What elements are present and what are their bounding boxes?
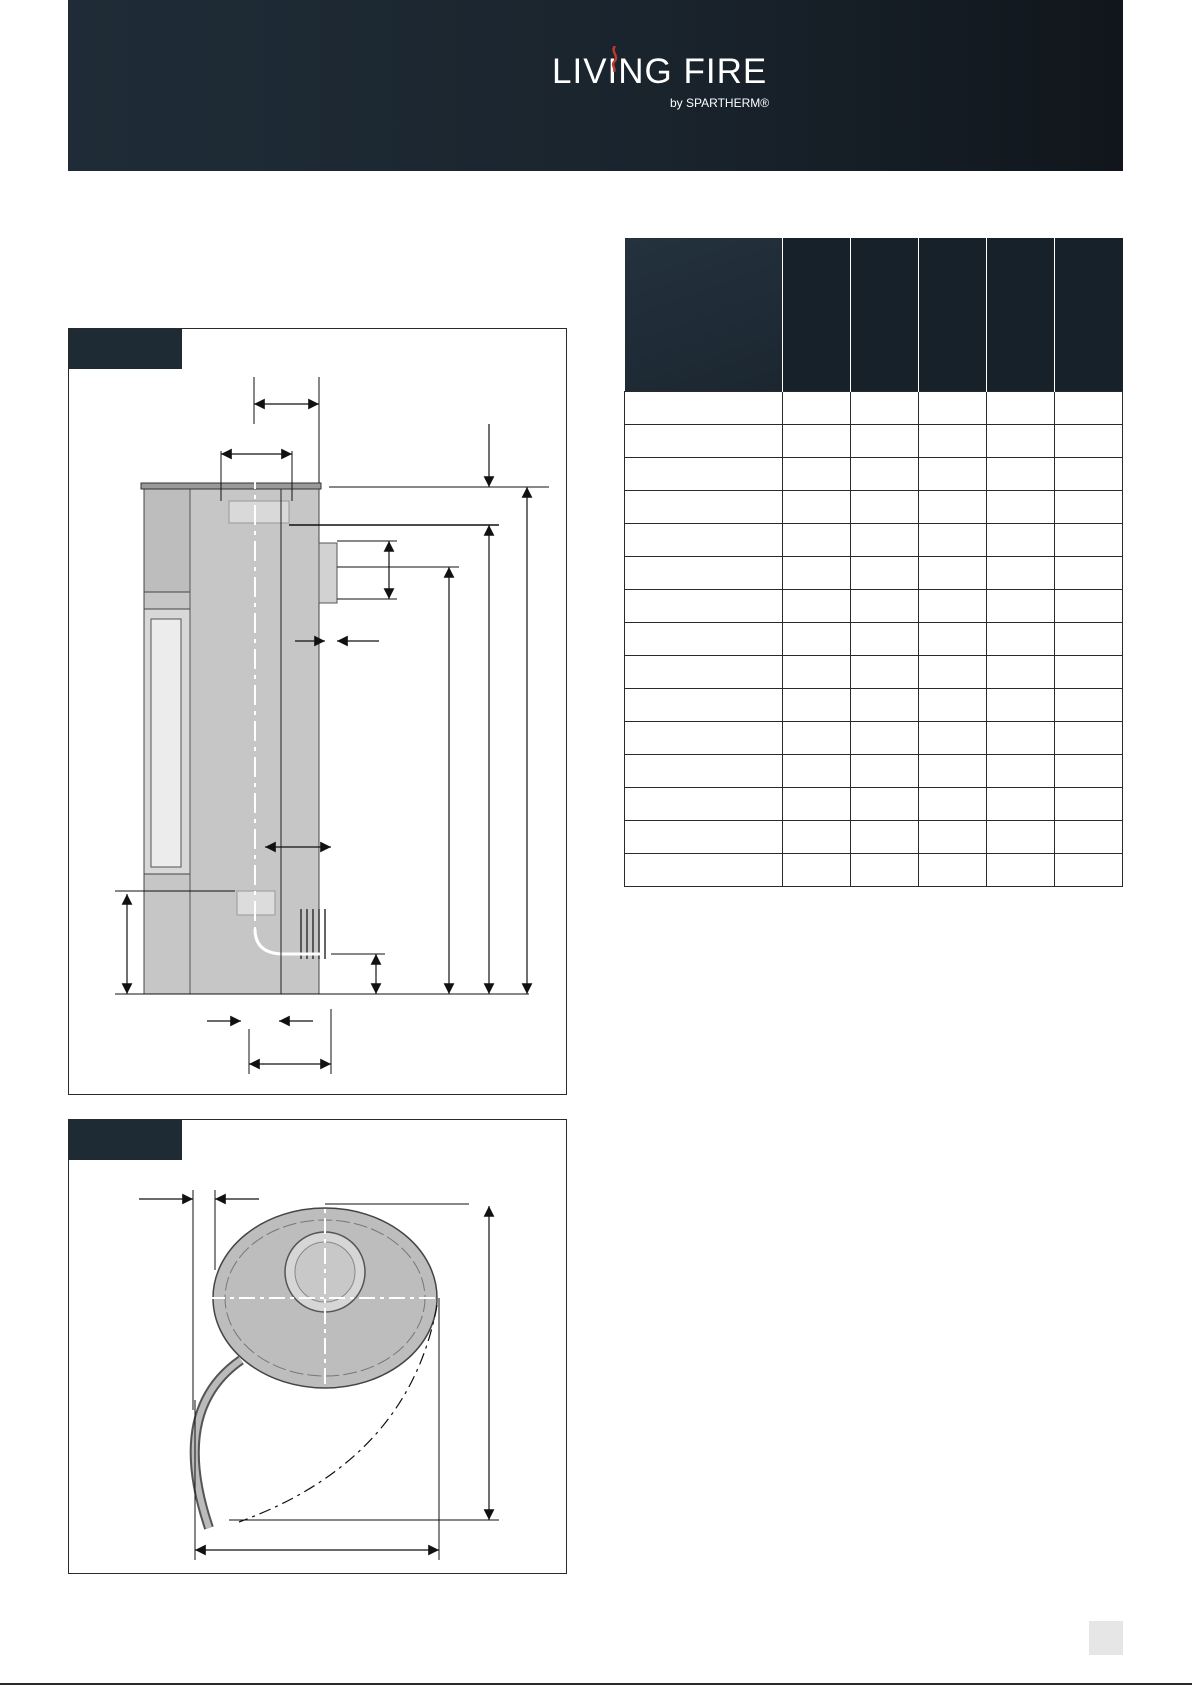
table-cell xyxy=(919,425,987,458)
spec-table-header xyxy=(625,238,1123,392)
table-cell xyxy=(783,689,851,722)
table-cell xyxy=(625,491,783,524)
header-cell xyxy=(987,238,1055,392)
table-cell xyxy=(987,854,1055,887)
table-cell xyxy=(851,821,919,854)
table-cell xyxy=(783,623,851,656)
table-cell xyxy=(1055,425,1123,458)
table-cell xyxy=(851,656,919,689)
spec-table xyxy=(624,238,1123,887)
table-cell xyxy=(625,524,783,557)
table-cell xyxy=(625,722,783,755)
table-row xyxy=(625,491,1123,524)
table-cell xyxy=(919,557,987,590)
side-view-panel xyxy=(68,328,567,1095)
table-cell xyxy=(919,392,987,425)
table-cell xyxy=(625,425,783,458)
header-cell xyxy=(625,238,783,392)
header-banner xyxy=(68,0,1123,171)
table-cell xyxy=(851,722,919,755)
table-cell xyxy=(625,755,783,788)
table-cell xyxy=(625,557,783,590)
header-cell xyxy=(851,238,919,392)
table-cell xyxy=(919,854,987,887)
table-cell xyxy=(783,788,851,821)
table-cell xyxy=(919,689,987,722)
table-cell xyxy=(919,788,987,821)
table-cell xyxy=(919,656,987,689)
table-cell xyxy=(1055,722,1123,755)
table-row xyxy=(625,524,1123,557)
table-cell xyxy=(783,755,851,788)
table-cell xyxy=(1055,821,1123,854)
table-row xyxy=(625,557,1123,590)
table-row xyxy=(625,722,1123,755)
table-cell xyxy=(987,722,1055,755)
table-cell xyxy=(987,590,1055,623)
table-row xyxy=(625,590,1123,623)
table-row xyxy=(625,392,1123,425)
table-cell xyxy=(987,788,1055,821)
brand-tagline: by SPARTHERM® xyxy=(670,96,770,110)
table-cell xyxy=(851,425,919,458)
table-cell xyxy=(625,590,783,623)
spec-table-body xyxy=(625,392,1123,887)
table-cell xyxy=(783,656,851,689)
header-cell xyxy=(919,238,987,392)
table-cell xyxy=(1055,755,1123,788)
table-cell xyxy=(783,524,851,557)
table-row xyxy=(625,854,1123,887)
table-cell xyxy=(919,722,987,755)
table-cell xyxy=(919,524,987,557)
table-cell xyxy=(1055,656,1123,689)
table-cell xyxy=(987,425,1055,458)
table-cell xyxy=(625,854,783,887)
table-cell xyxy=(851,788,919,821)
top-view-drawing xyxy=(69,1120,568,1575)
table-cell xyxy=(987,689,1055,722)
table-cell xyxy=(851,623,919,656)
table-cell xyxy=(851,458,919,491)
table-cell xyxy=(919,755,987,788)
table-cell xyxy=(851,557,919,590)
table-cell xyxy=(1055,491,1123,524)
table-cell xyxy=(1055,590,1123,623)
table-cell xyxy=(1055,854,1123,887)
table-row xyxy=(625,623,1123,656)
table-cell xyxy=(987,755,1055,788)
table-cell xyxy=(851,491,919,524)
table-cell xyxy=(919,458,987,491)
table-row xyxy=(625,689,1123,722)
top-view-panel xyxy=(68,1119,567,1574)
table-cell xyxy=(851,755,919,788)
table-cell xyxy=(783,425,851,458)
table-row xyxy=(625,425,1123,458)
table-cell xyxy=(783,557,851,590)
table-cell xyxy=(851,524,919,557)
table-cell xyxy=(783,458,851,491)
table-cell xyxy=(919,590,987,623)
brand-logo xyxy=(552,52,782,112)
table-cell xyxy=(625,689,783,722)
table-cell xyxy=(783,590,851,623)
table-row xyxy=(625,788,1123,821)
table-cell xyxy=(919,821,987,854)
header-cell xyxy=(783,238,851,392)
flame-icon xyxy=(608,46,622,72)
table-cell xyxy=(1055,788,1123,821)
table-cell xyxy=(625,656,783,689)
table-cell xyxy=(783,722,851,755)
table-cell xyxy=(625,821,783,854)
table-cell xyxy=(783,821,851,854)
table-cell xyxy=(851,854,919,887)
table-cell xyxy=(851,590,919,623)
table-cell xyxy=(1055,557,1123,590)
table-cell xyxy=(987,458,1055,491)
page-number xyxy=(1089,1621,1123,1655)
table-row xyxy=(625,821,1123,854)
brand-name: LIVING FIRE xyxy=(552,52,768,91)
table-cell xyxy=(919,491,987,524)
table-cell xyxy=(987,557,1055,590)
table-cell xyxy=(987,392,1055,425)
table-cell xyxy=(783,491,851,524)
table-cell xyxy=(987,821,1055,854)
table-cell xyxy=(919,623,987,656)
table-cell xyxy=(987,491,1055,524)
table-cell xyxy=(1055,623,1123,656)
table-cell xyxy=(987,524,1055,557)
table-cell xyxy=(1055,689,1123,722)
table-cell xyxy=(625,392,783,425)
table-row xyxy=(625,656,1123,689)
header-cell xyxy=(1055,238,1123,392)
table-cell xyxy=(783,854,851,887)
table-cell xyxy=(851,392,919,425)
side-view-drawing xyxy=(69,329,568,1096)
table-cell xyxy=(625,623,783,656)
table-cell xyxy=(625,788,783,821)
table-cell xyxy=(987,623,1055,656)
table-cell xyxy=(1055,458,1123,491)
table-row xyxy=(625,755,1123,788)
table-cell xyxy=(625,458,783,491)
table-cell xyxy=(851,689,919,722)
table-cell xyxy=(1055,392,1123,425)
table-row xyxy=(625,458,1123,491)
table-cell xyxy=(783,392,851,425)
table-cell xyxy=(987,656,1055,689)
table-cell xyxy=(1055,524,1123,557)
